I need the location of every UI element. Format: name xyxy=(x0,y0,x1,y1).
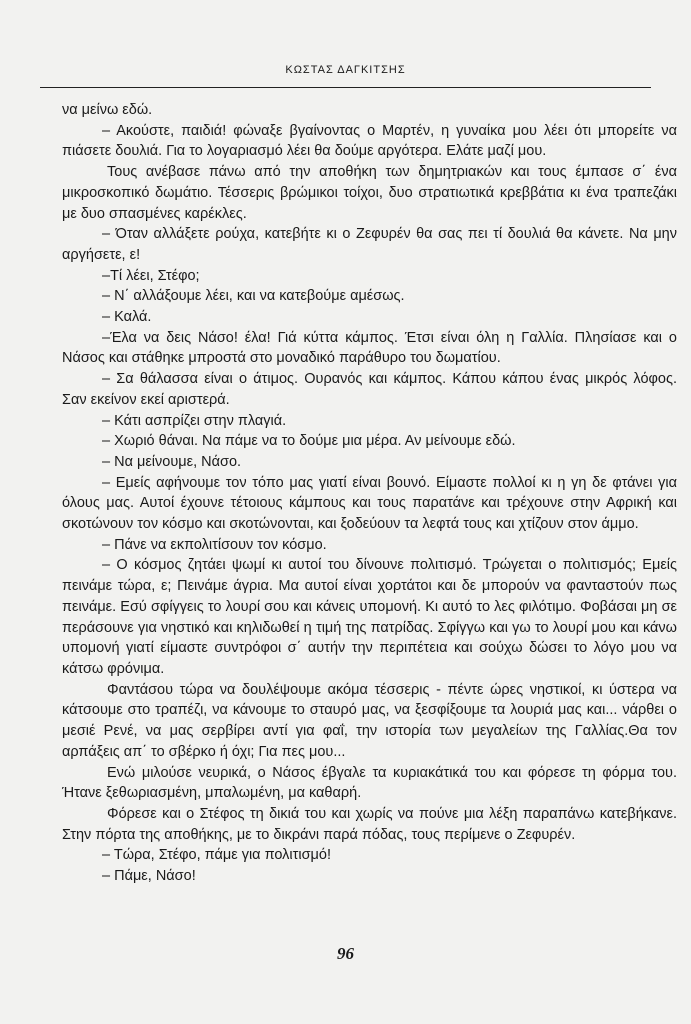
paragraph: – Ακούστε, παιδιά! φώναξε βγαίνοντας ο Μαρτέν, η γυναίκα μου λέει ότι μπορείτε να πιάσετε δουλιά. Για το λογαριασμό λέει θα δούμε αργότερα. Ελάτε μαζί μου. xyxy=(62,122,677,160)
paragraph: – Όταν αλλάξετε ρούχα, κατεβήτε κι ο Ζεφυρέν θα σας πει τί δουλιά θα κάνετε. Να μην αργήσετε, ε! xyxy=(62,226,677,263)
paragraph: –Έλα να δεις Νάσο! έλα! Γιά κύττα κάμπος. Έτσι είναι όλη η Γαλλία. Πλησίασε και ο Νάσος και στάθηκε μπροστά στο μοναδικό παράθυρο του δωματίου. xyxy=(62,329,677,367)
paragraph: – Κάτι ασπρίζει στην πλαγιά. xyxy=(102,412,287,429)
body-text xyxy=(62,100,677,887)
header-rule xyxy=(40,87,651,88)
running-header: ΚΩΣΤΑΣ ΔΑΓΚΙΤΣΗΣ xyxy=(285,64,406,76)
paragraph: – Χωριό θάναι. Να πάμε να το δούμε μια μέρα. Αν μείνουμε εδώ. xyxy=(102,433,516,450)
paragraph: Τους ανέβασε πάνω από την αποθήκη των δημητριακών και τους έμπασε σ΄ ένα μικροσκοπικό δωμάτιο. Τέσσερις βρώμικοι τοίχοι, δυο στρατιωτικά κρεββάτια κι ένα τραπεζάκι με δυο σπασμένες καρέκλες. xyxy=(62,164,677,222)
paragraph: – Σα θάλασσα είναι ο άτιμος. Ουρανός και κάμπος. Κάπου κάπου ένας μικρός λόφος. Σαν εκείνον εκεί αριστερά. xyxy=(62,371,677,408)
paragraph: – Καλά. xyxy=(102,309,152,326)
paragraph: να μείνω εδώ. xyxy=(62,102,153,118)
paragraph: – Να μείνουμε, Νάσο. xyxy=(102,453,242,470)
paragraph: – Πάμε, Νάσο! xyxy=(102,868,196,885)
paragraph: – Πάνε να εκπολιτίσουν τον κόσμο. xyxy=(102,536,327,553)
paragraph: Φόρεσε και ο Στέφος τη δικιά του και χωρίς να πούνε μια λέξη παραπάνω κατεβήκανε. Στην πόρτα της αποθήκης, με το δικράνι παρά πόδας, τους περίμενε ο Ζεφυρέν. xyxy=(62,805,677,843)
paragraph: Ενώ μιλούσε νευρικά, ο Νάσος έβγαλε τα κυριακάτικά του και φόρεσε τη φόρμα του. Ήτανε ξεθωριασμένη, μπαλωμένη, μα καθαρή. xyxy=(62,764,677,802)
paragraph: – Ν΄ αλλάξουμε λέει, και να κατεβούμε αμέσως. xyxy=(102,288,405,305)
paragraph: Φαντάσου τώρα να δουλέψουμε ακόμα τέσσερις - πέντε ώρες νηστικοί, κι ύστερα να κάτσουμε στο τραπέζι, να κάνουμε το σταυρό μας, να ξεσφίξουμε τα λουριά μας και... νάρθει ο μεσιέ Ρενέ, να μας σερβίρει αντί για φαΐ, την ιστορία των μεγαλείων της Γαλλίας.Θα τον αρπάξεις απ΄ το σβέρκο ή όχι; Για πες μου... xyxy=(62,681,677,760)
paragraph: – Ο κόσμος ζητάει ψωμί κι αυτοί του δίνουνε πολιτισμό. Τρώγεται ο πολιτισμός; Εμείς πεινάμε τώρα, ε; Πεινάμε άγρια. Μα αυτοί είναι χορτάτοι και δε μπορούν να φανταστούν πως πεινάμε. Εσύ σφίγγεις το λουρί σου και κάνεις υπομονή. Κι αυτό το λες φιλότιμο. Φοβάσαι μη σε περάσουνε για νηστικό και κηλιδωθεί η τιμή της πατρίδας. Σφίγγω και γω το λουρί μου και κάνω υπομονή γιατί είμαστε συντρόφοι σ΄ αυτήν την περιπέτεια και σούχω δώσει το λόγο μου να κάτσω φρόνιμα. xyxy=(62,557,677,677)
paragraph: – Εμείς αφήνουμε τον τόπο μας γιατί είναι βουνό. Είμαστε πολλοί κι η γη δε φτάνει για όλους μας. Αυτοί έχουνε τέτοιους κάμπους και τους παρατάνε και τρέχουνε στην Αφρική και σκοτώνουν τον κόσμο και σκοτώνονται, και ξοδεύουν τα λεφτά τους και χτίζουν στον άμμο. xyxy=(62,474,677,533)
paragraph: –Τί λέει, Στέφο; xyxy=(102,267,200,284)
page-number: 96 xyxy=(337,944,354,963)
paragraph: – Τώρα, Στέφο, πάμε για πολιτισμό! xyxy=(102,847,331,864)
